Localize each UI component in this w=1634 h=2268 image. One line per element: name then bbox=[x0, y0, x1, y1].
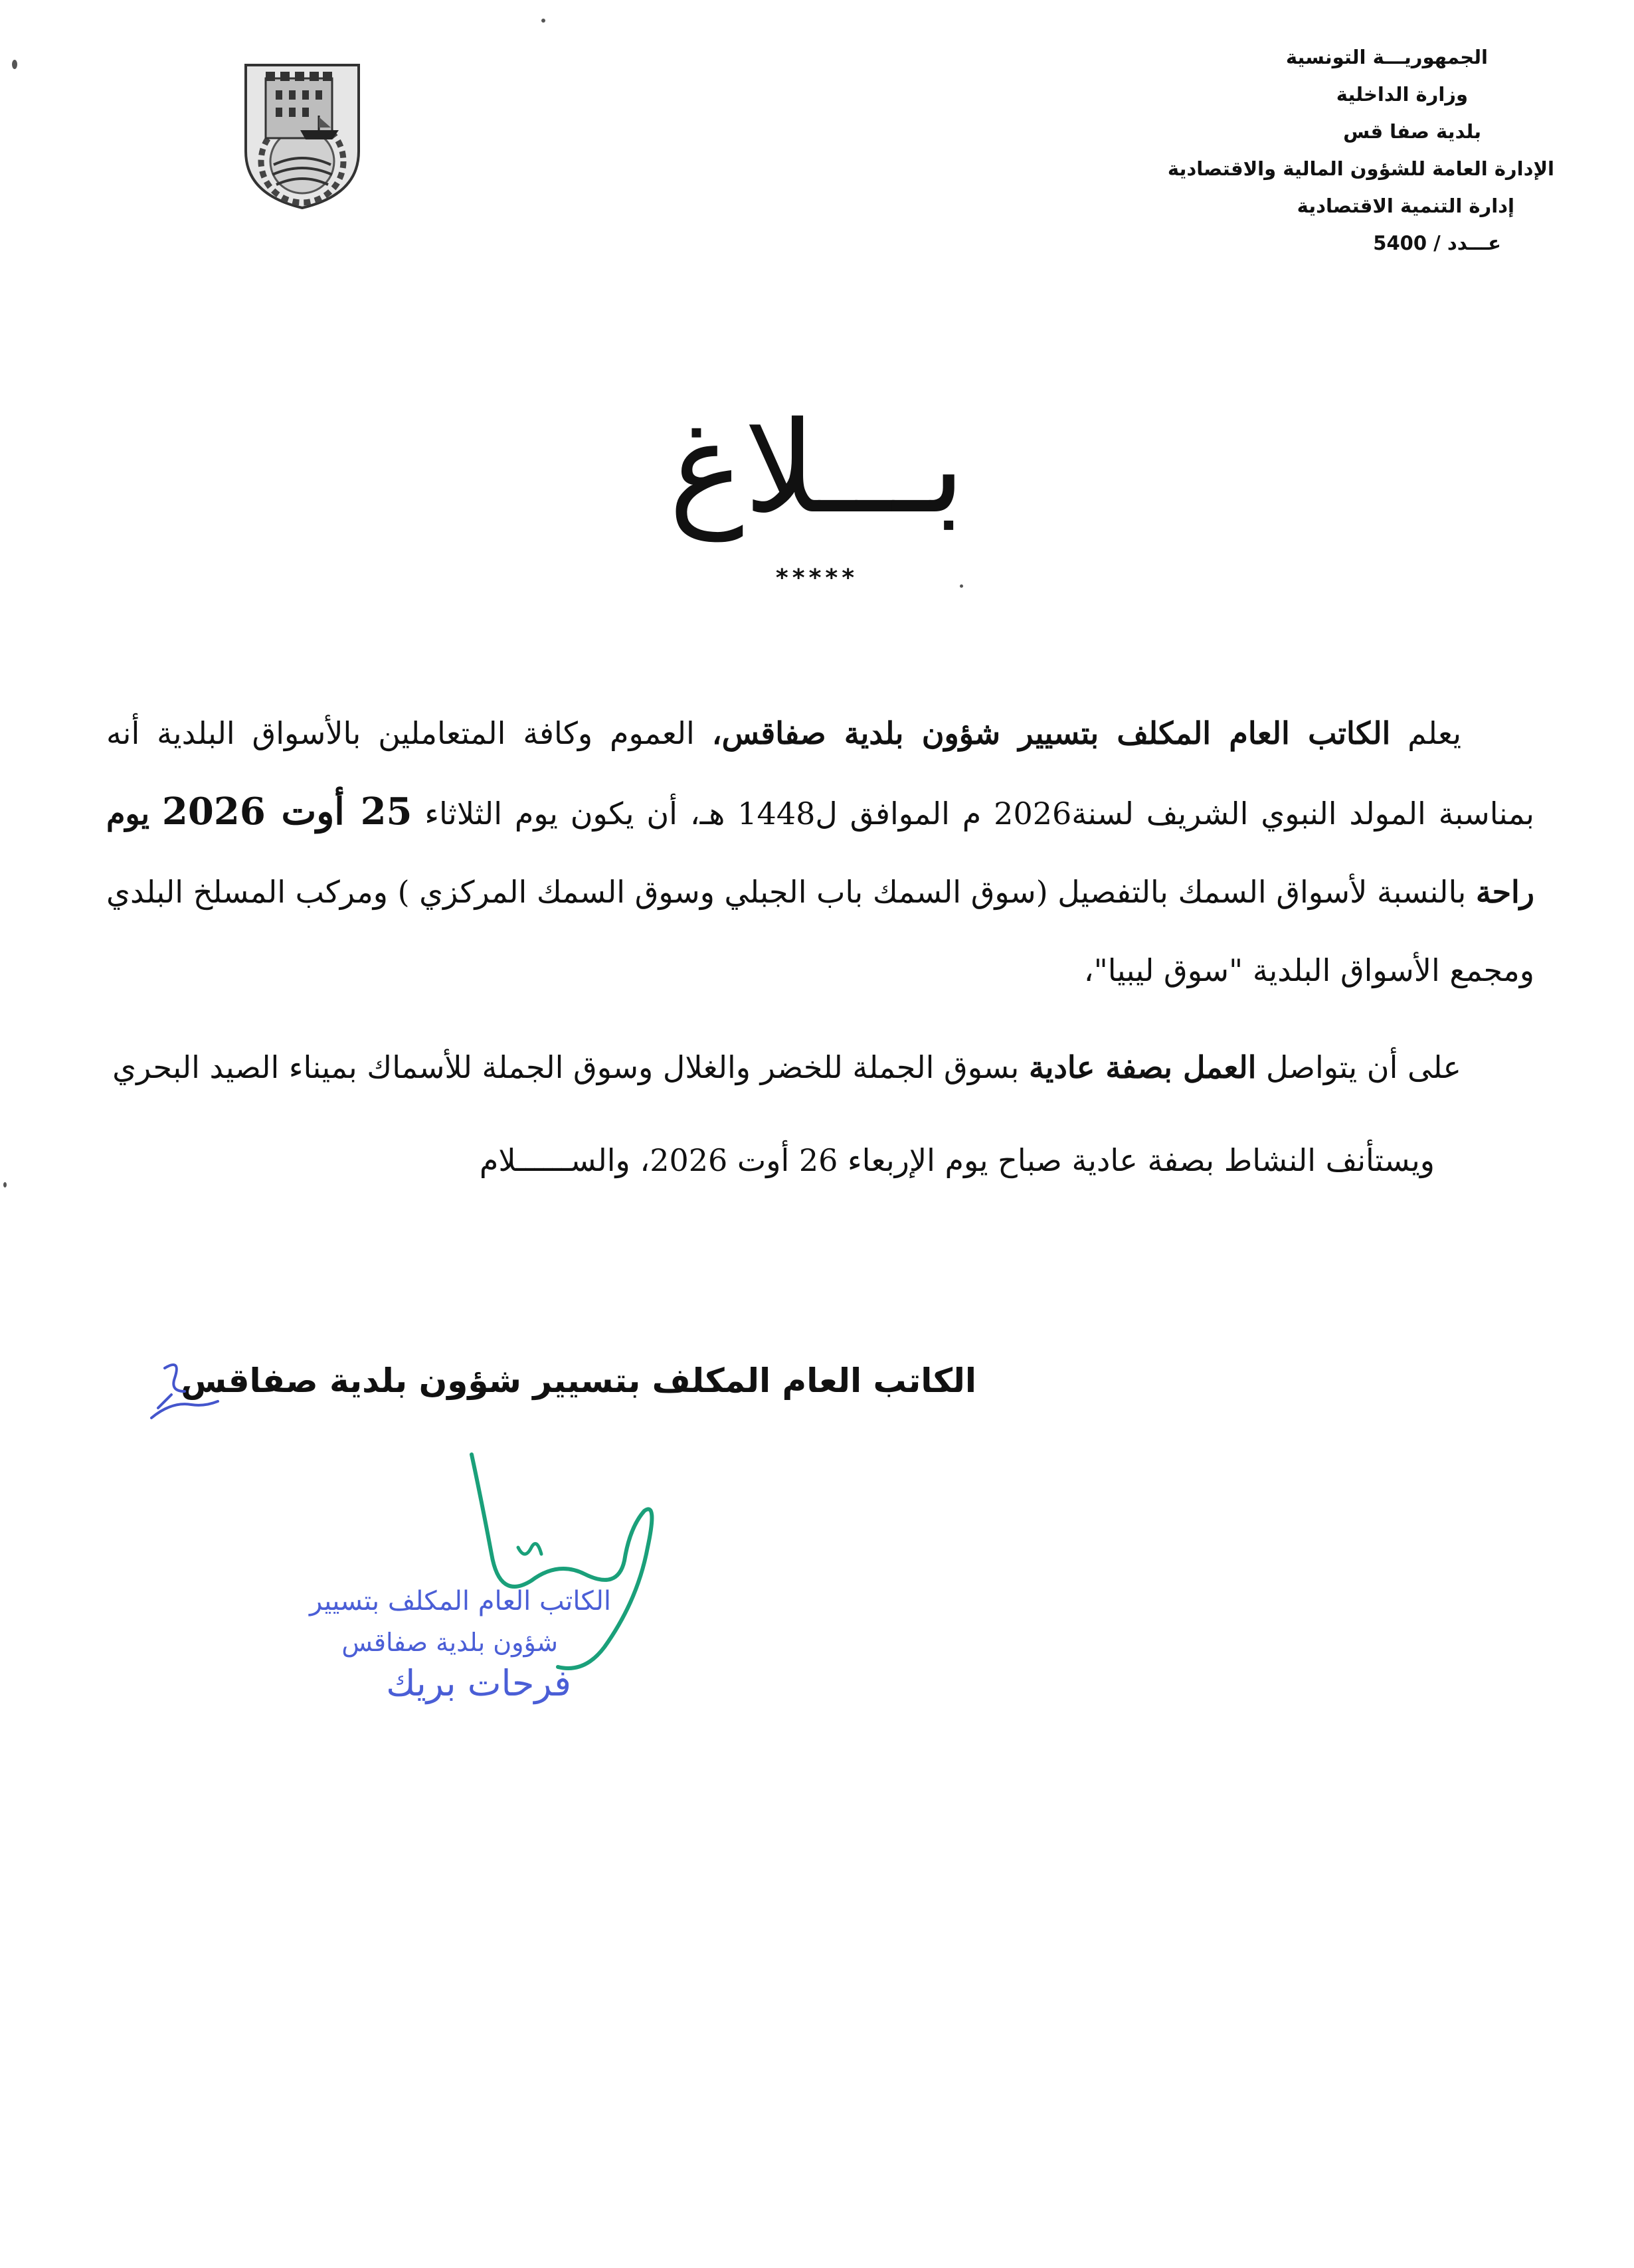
stamp-municipality-line: شؤون بلدية صفاقس bbox=[341, 1628, 558, 1657]
rest-day-label: يوم راحة bbox=[106, 796, 1534, 910]
municipality-emblem-icon bbox=[239, 52, 365, 211]
title-separator-stars: ***** bbox=[775, 565, 859, 592]
paragraph-resumption: ويستأنف النشاط بصفة عادية صباح يوم الإربعاء 26 أوت 2026، والســــــلام bbox=[479, 1142, 1435, 1178]
paragraph-intro: يعلم bbox=[1407, 715, 1462, 751]
holiday-date: 25 أوت 2026 bbox=[161, 790, 412, 833]
stamp-name-line: فرحات بريك bbox=[386, 1662, 571, 1704]
header-directorate-general: الإدارة العامة للشؤون المالية والاقتصادية bbox=[1167, 157, 1554, 180]
paragraph-intro-2: على أن يتواصل bbox=[1266, 1049, 1461, 1085]
paragraph-text: العموم وكافة المتعاملين بالأسواق البلدية أنه بمناسبة المولد النبوي الشريف لسنة2026 م الموافق ل1448 هـ، أن يكون يوم الثلاثاء bbox=[106, 715, 1534, 831]
announcement-body bbox=[106, 694, 1534, 1199]
document-title: بـــلاغ bbox=[668, 394, 966, 541]
sender-title: الكاتب العام المكلف بتسيير شؤون بلدية صفاقس، bbox=[711, 715, 1391, 751]
paragraph-text-markets: بالنسبة لأسواق السمك بالتفصيل (سوق السمك باب الجبلي وسوق السمك المركزي ) ومركب المسلخ البلدي ومجمع الأسواق البلدية "سوق ليبيا"، bbox=[106, 874, 1534, 988]
header-ministry: وزارة الداخلية bbox=[1336, 83, 1468, 106]
scan-speck bbox=[541, 19, 545, 23]
signature-title: الكاتب العام المكلف بتسيير شؤون بلدية صفاقس bbox=[181, 1361, 976, 1400]
header-department: إدارة التنمية الاقتصادية bbox=[1297, 195, 1514, 217]
header-republic: الجمهوريـــة التونسية bbox=[1285, 46, 1488, 68]
normal-work-label: العمل بصفة عادية bbox=[1028, 1049, 1257, 1085]
header-municipality: بلدية صفا قس bbox=[1343, 120, 1481, 143]
handwritten-initial bbox=[145, 1355, 225, 1435]
stamp-title-line: الكاتب العام المكلف بتسيير bbox=[310, 1586, 611, 1616]
scan-speck bbox=[3, 1182, 7, 1187]
reference-number-value: 5400 / bbox=[1373, 232, 1441, 254]
official-stamp bbox=[239, 1581, 611, 1704]
scan-speck bbox=[960, 584, 963, 588]
scan-speck bbox=[12, 60, 17, 69]
letterhead bbox=[1089, 39, 1554, 262]
reference-number-label: عـــدد bbox=[1447, 232, 1501, 254]
paragraph-text-2: بسوق الجملة للخضر والغلال وسوق الجملة للأسماك بميناء الصيد البحري bbox=[112, 1049, 1020, 1085]
paragraph-exceptions bbox=[106, 1028, 1534, 1106]
paragraph-announcement bbox=[106, 694, 1534, 1009]
reference-number-line bbox=[1089, 224, 1554, 262]
